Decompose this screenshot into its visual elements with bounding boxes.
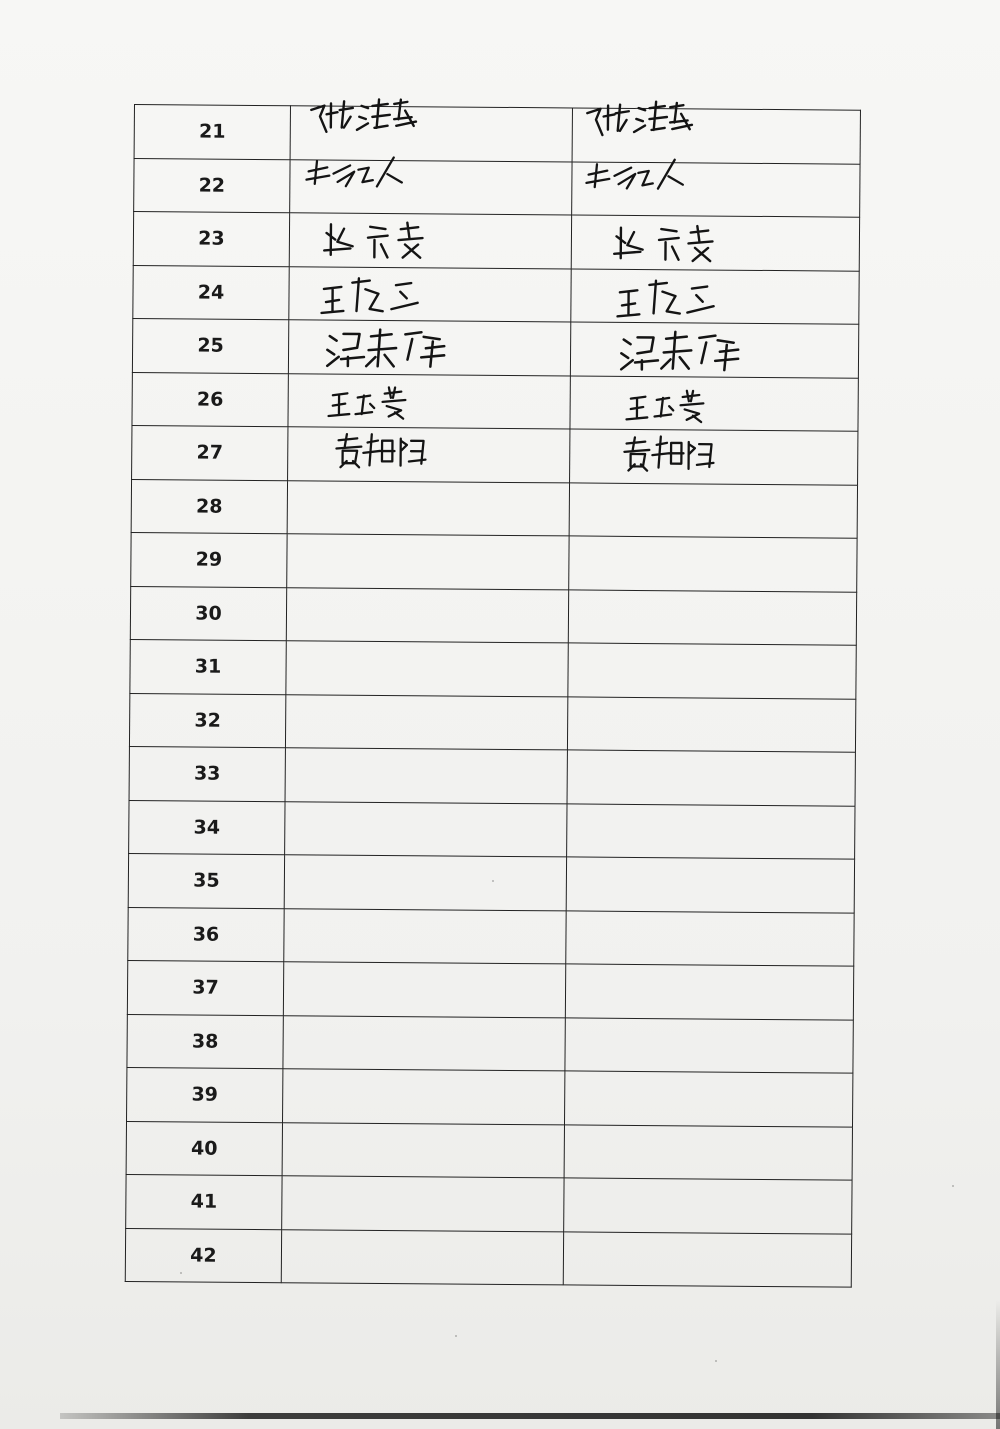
signature-cell-2	[564, 1124, 852, 1180]
signature-cell-2	[569, 482, 857, 538]
signature-stroke	[333, 165, 354, 186]
signature-cell-2	[565, 1017, 853, 1073]
handwritten-signature	[328, 382, 442, 425]
signature-stroke	[670, 103, 692, 129]
handwritten-signature	[583, 97, 703, 142]
row-number: 37	[127, 960, 283, 1015]
signature-cell-2	[568, 643, 856, 699]
signature-stroke	[324, 224, 353, 255]
signature-stroke	[680, 390, 703, 421]
signature-cell-2	[563, 1231, 851, 1287]
table-row	[132, 372, 858, 431]
row-number: 38	[127, 1014, 283, 1069]
row-number: 30	[130, 586, 286, 641]
signature-cell-1	[283, 1015, 565, 1071]
signature-cell-1	[290, 159, 572, 215]
signature-stroke	[687, 286, 713, 312]
row-number: 41	[126, 1174, 282, 1229]
signature-cell-1	[283, 1069, 565, 1125]
paper-speck	[715, 1360, 717, 1362]
signature-stroke	[661, 332, 691, 369]
signature-stroke	[377, 157, 402, 186]
signature-stroke	[624, 437, 649, 470]
handwritten-signature	[320, 217, 440, 262]
handwritten-signature	[620, 432, 734, 475]
signature-cell-2	[566, 910, 854, 966]
handwritten-signature	[304, 150, 418, 193]
row-number: 35	[128, 853, 284, 908]
signature-cell-1	[288, 373, 570, 429]
signature-cell-2	[569, 536, 857, 592]
signature-cell-1	[283, 962, 565, 1018]
signature-table	[125, 104, 861, 1288]
table-row	[128, 907, 854, 966]
signature-cell-1	[286, 641, 568, 697]
row-number: 23	[133, 212, 289, 267]
signature-stroke	[327, 334, 364, 366]
signature-cell-1	[286, 587, 568, 643]
table-row	[134, 158, 860, 217]
row-number: 34	[129, 800, 285, 855]
signature-stroke	[366, 330, 396, 367]
row-number: 39	[127, 1067, 283, 1122]
table-row	[131, 532, 857, 591]
signature-cell-2	[571, 215, 859, 271]
signature-stroke	[363, 434, 394, 465]
table-row	[129, 746, 855, 805]
signature-stroke	[586, 164, 609, 187]
signature-cell-1	[289, 266, 571, 322]
row-number: 22	[134, 158, 290, 213]
handwritten-signature	[615, 275, 735, 320]
signature-stroke	[699, 336, 738, 371]
signature-stroke	[358, 167, 373, 182]
handwritten-signature	[319, 273, 439, 318]
handwritten-signature	[325, 325, 451, 372]
row-number: 24	[133, 265, 289, 320]
signature-stroke	[322, 286, 344, 312]
table-row	[127, 960, 853, 1019]
signature-stroke	[614, 167, 635, 188]
signature-stroke	[627, 396, 648, 419]
scanner-shadow-right	[996, 1300, 1000, 1429]
row-number: 42	[125, 1228, 281, 1283]
signature-cell-1	[284, 908, 566, 964]
signature-stroke	[357, 99, 390, 130]
signature-cell-1	[285, 694, 567, 750]
signature-cell-1	[288, 427, 570, 483]
handwritten-signature	[332, 430, 446, 473]
handwritten-signature	[619, 327, 745, 374]
signature-stroke	[688, 226, 712, 261]
table-row	[130, 639, 856, 698]
row-number: 32	[129, 693, 285, 748]
signature-stroke	[398, 223, 422, 258]
signature-cell-2	[564, 1178, 852, 1234]
signature-stroke	[621, 337, 658, 369]
signature-stroke	[356, 395, 375, 414]
signature-stroke	[658, 159, 683, 188]
signature-cell-1	[287, 480, 569, 536]
signature-cell-2	[565, 964, 853, 1020]
signature-stroke	[352, 278, 383, 311]
table-row	[126, 1121, 852, 1180]
signature-stroke	[394, 100, 416, 126]
handwritten-signature	[584, 152, 698, 195]
signature-cell-1	[285, 801, 567, 857]
table-row	[134, 105, 860, 164]
signature-stroke	[616, 105, 629, 131]
table-row	[133, 212, 859, 271]
paper-speck	[952, 1185, 954, 1187]
signature-cell-1	[289, 213, 571, 269]
signature-stroke	[306, 160, 329, 183]
signature-stroke	[311, 105, 326, 131]
signature-cell-2	[570, 322, 858, 378]
signature-cell-2	[572, 161, 860, 217]
table-row	[127, 1014, 853, 1073]
table-row	[128, 853, 854, 912]
paper-speck	[492, 880, 494, 882]
row-number: 31	[130, 639, 286, 694]
row-number: 40	[126, 1121, 282, 1176]
signature-cell-2	[570, 375, 858, 431]
signature-stroke	[401, 439, 426, 466]
row-number: 25	[132, 318, 288, 373]
table-row	[129, 693, 855, 752]
signature-cell-2	[567, 750, 855, 806]
table-row	[132, 425, 858, 484]
signature-stroke	[652, 437, 683, 468]
signature-cell-2	[566, 857, 854, 913]
row-number: 27	[132, 425, 288, 480]
signature-stroke	[587, 109, 602, 135]
signature-stroke	[689, 442, 714, 469]
signature-stroke	[604, 106, 615, 130]
row-number: 29	[131, 532, 287, 587]
signature-cell-2	[571, 268, 859, 324]
signature-cell-1	[281, 1229, 563, 1285]
signature-stroke	[405, 332, 444, 367]
row-number: 28	[131, 479, 287, 534]
paper-speck	[180, 1272, 182, 1274]
table-row	[130, 586, 856, 645]
signature-cell-1	[282, 1122, 564, 1178]
signature-stroke	[649, 280, 680, 313]
row-number: 33	[129, 746, 285, 801]
table-row	[132, 318, 858, 377]
scanner-shadow-bottom	[60, 1413, 1000, 1419]
signature-cell-1	[288, 320, 570, 376]
row-number: 36	[128, 907, 284, 962]
handwritten-signature	[610, 220, 730, 265]
table-row	[129, 800, 855, 859]
signature-cell-1	[282, 1176, 564, 1232]
signature-cell-1	[287, 534, 569, 590]
signature-stroke	[382, 387, 405, 418]
handwritten-signature	[626, 384, 740, 427]
signature-stroke	[329, 393, 350, 416]
signature-table-body	[125, 105, 860, 1288]
table-row	[127, 1067, 853, 1126]
table-row	[133, 265, 859, 324]
signature-stroke	[326, 103, 337, 127]
table-row	[131, 479, 857, 538]
signature-stroke	[634, 101, 667, 132]
signature-cell-2	[564, 1071, 852, 1127]
handwritten-signature	[307, 94, 427, 139]
signature-stroke	[655, 397, 674, 416]
signature-stroke	[368, 227, 388, 258]
row-number: 21	[134, 105, 290, 160]
row-number: 26	[132, 372, 288, 427]
table-row	[126, 1174, 852, 1233]
signature-cell-1	[285, 748, 567, 804]
signature-stroke	[659, 229, 679, 260]
signature-stroke	[638, 170, 653, 185]
signature-cell-1	[284, 855, 566, 911]
signature-stroke	[614, 228, 643, 259]
signature-cell-2	[568, 589, 856, 645]
signature-cell-2	[567, 696, 855, 752]
signature-cell-2	[570, 429, 858, 485]
signature-stroke	[340, 101, 353, 127]
signature-stroke	[391, 282, 417, 308]
table-row	[125, 1228, 851, 1287]
signature-cell-2	[567, 803, 855, 859]
paper-speck	[455, 1335, 457, 1337]
signature-stroke	[336, 434, 361, 467]
signature-stroke	[618, 290, 640, 316]
